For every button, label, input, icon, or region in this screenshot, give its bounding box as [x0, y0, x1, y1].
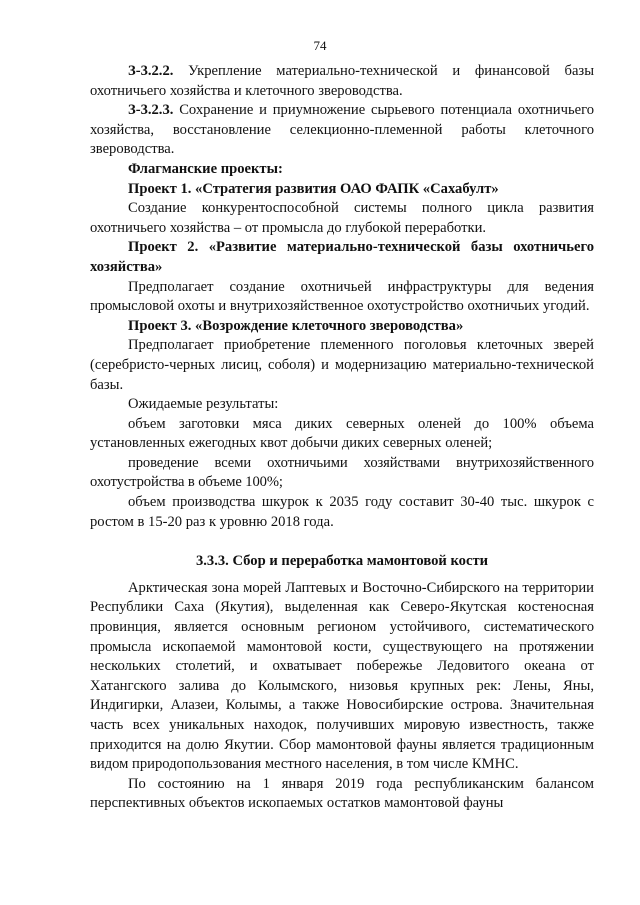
task-code: З-3.2.2.: [128, 63, 174, 79]
task-3-2-3-paragraph: [90, 101, 594, 160]
expected-result-item: проведение всеми охотничьими хозяйствами внутрихозяйственного охотустройства в объеме 100%;: [90, 454, 594, 491]
project-1-title: Проект 1. «Стратегия развития ОАО ФАПК «Сахабулт»: [128, 180, 499, 197]
flagship-projects-title: Флагманские проекты:: [128, 160, 283, 177]
project-3-text: Предполагает приобретение племенного поголовья клеточных зверей (серебристо-черных лисиц, соболя) и модернизацию материально-технической базы.: [90, 337, 594, 393]
task-code: З-3.2.3.: [128, 102, 174, 119]
section-paragraph: Арктическая зона морей Лаптевых и Восточно-Сибирского на территории Республики Саха (Якутия), выделенная как Северо-Якутская костеносная провинция, является основным регионом устойчивого, систематического промысла ископаемой мамонтовой кости, существующего на протяжении нескольких столетий, и охватывает побережье Ледовитого океана от Хатангского залива до Колымского, низовья крупных рек: Лены, Яны, Индигирки, Алазеи, Колымы, а также Новосибирские острова. Значительная часть всех уникальных находок, получивших мировую известность, также приходится на долю Якутии. Сбор мамонтовой фауны является традиционным видом природопользования местного населения, в том числе КМНС.: [90, 579, 594, 773]
section-paragraph: По состоянию на 1 января 2019 года республиканским балансом перспективных объектов ископаемых остатков мамонтовой фауны: [90, 775, 594, 812]
page-body: [90, 62, 594, 814]
task-text: Укрепление материально-технической и финансовой базы охотничьего хозяйства и клеточного звероводства.: [90, 63, 594, 99]
expected-results-title: Ожидаемые результаты:: [128, 396, 279, 413]
project-3-title: Проект 3. «Возрождение клеточного звероводства»: [128, 317, 464, 334]
expected-result-item: объем производства шкурок к 2035 году составит 30-40 тыс. шкурок с ростом в 15-20 раз к уровню 2018 года.: [90, 494, 594, 530]
project-2-text: Предполагает создание охотничьей инфраструктуры для ведения промысловой охоты и внутрихозяйственное охотустройство охотничьих угодий.: [90, 278, 594, 315]
project-2-title: Проект 2. «Развитие материально-технической базы охотничьего хозяйства»: [90, 239, 594, 275]
task-3-2-2-paragraph: [90, 62, 594, 101]
task-text: Сохранение и приумножение сырьевого потенциала охотничьего хозяйства, восстановление селекционно-племенной работы клеточного звероводства.: [90, 102, 594, 158]
page-number: 74: [313, 38, 327, 53]
section-heading: 3.3.3. Сбор и переработка мамонтовой кости: [195, 553, 489, 570]
expected-result-item: объем заготовки мяса диких северных оленей до 100% объема установленных ежегодных квот добычи диких северных оленей;: [90, 415, 594, 452]
project-1-text: Создание конкурентоспособной системы полного цикла развития охотничьего хозяйства – от промысла до глубокой переработки.: [90, 200, 594, 236]
